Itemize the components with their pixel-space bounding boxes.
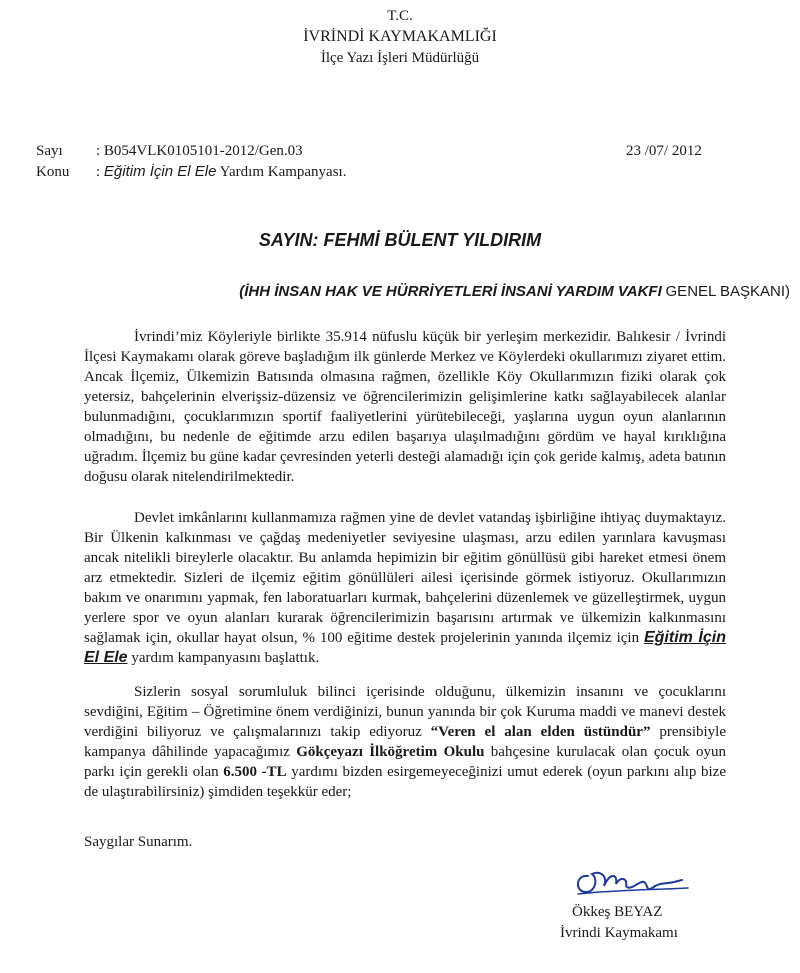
addressee-org-rest: GENEL BAŞKANI) <box>665 283 790 300</box>
motto-quote: “Veren el alan elden üstündür” <box>430 724 651 740</box>
subject-campaign: Eğitim İçin El Ele <box>103 163 217 180</box>
body-paragraph-1: İvrindi’miz Köyleriyle birlikte 35.914 nüfuslu küçük bir yerleşim merkezidir. Balıkesir / İvrindi İlçesi Kaymakamı olarak göreve başladığım ilk günlerde Merkez ve Köylerdeki okullarımızı ziyaret ettim. Ancak İlçemiz, Ülkemizin Batısında olmasına rağmen, özellikle Köy Okullarımızın fiziki olarak çok yetersiz, bahçelerinin elverişsiz-düzensiz ve öğrencilerimizin gelişimlerine katkı sağlayabilecek alanlar bulunmadığını, çocuklarımızın sportif faaliyetlerini yürütebileceği, yaşlarına uygun oyun alanlarının olmadığını, bu nedenle de eğitimde arzu edilen başarıya ulaşılmadığını gördüm ve hayal kırıklığına uğradım. İlçemiz bu güne kadar çevresinden yeterli desteği alamadığı için çok geride kalmış, adeta batının doğusu olarak nitelendirilmektedir. <box>84 329 726 485</box>
body-paragraph-3: Sizlerin sosyal sorumluluk bilinci içerisinde olduğunu, ülkemizin insanını ve çocuklarını sevdiğini, Eğitim – Öğretimine önem verdiğinizi, bunun yanında bir çok Kuruma maddi ve manevi destek verdiğini biliyoruz ve çalışmalarınızı takip ediyoruz “Veren el alan elden üstündür” prensibiyle kampanya dâhilinde yapacağımız Gökçeyazı İlköğretim Okulu bahçesine kurulacak olan çocuk oyun parkı için gerekli olan 6.500 -TL yardımı bizden esirgemeyeceğinizi umut ederek (oyun parkını alıp bize de ulaştırabilirsiniz) şimdiden teşekkür eder; <box>84 684 727 800</box>
reference-number: : B054VLK0105101-2012/Gen.03 <box>96 143 303 159</box>
closing-line: Saygılar Sunarım. <box>84 834 193 850</box>
campaign-name: Eğitim İçin El Ele <box>84 629 726 666</box>
school-name: Gökçeyazı İlköğretim Okulu <box>296 744 485 760</box>
signatory-name: Ökkeş BEYAZ <box>572 904 663 920</box>
letterhead-country: T.C. <box>387 8 413 24</box>
subject-sep: : <box>96 164 101 180</box>
letter-date: 23 /07/ 2012 <box>626 143 702 159</box>
addressee-org <box>70 283 790 301</box>
addressee-org-italic: (İHH İNSAN HAK VE HÜRRİYETLERİ İNSANİ YARDIM VAKFI <box>239 283 662 300</box>
salutation: SAYIN <box>258 230 313 250</box>
donation-amount: 6.500 -TL <box>223 764 287 780</box>
body-paragraph-2: Devlet imkânlarını kullanmamıza rağmen yine de devlet vatandaş işbirliğine ihtiyaç duymaktayız. Bir Ülkenin kalkınması ve çağdaş medeniyetler seviyesine ulaşması, arzu edilen yarınlara kavuşması ancak nitelikli bireylerle olacaktır. Bu anlamda hepimizin bir eğitim gönüllüsü gibi hareket etmesi önem arz etmektedir. Sizleri de ilçemiz eğitim gönüllüleri ailesi içerisinde görmek istiyoruz. Okullarımızın bakım ve onarımını yapmak, fen laboratuarları kurmak, bahçelerini düzenlemek ve güzelleştirmek, uygun yerlere spor ve oyun alanları kurarak öğrencilerimizin başarısını artırmak ve ülkemizin kalkınmasını sağlamak için, okullar hayat olsun, % 100 eğitime destek projelerinin yanında ilçemiz için Eğitim İçin El Ele yardım kampanyasını başlattık. <box>84 510 726 666</box>
subject-label: Konu <box>36 164 70 180</box>
signature-mark <box>570 862 700 902</box>
reference-label: Sayı <box>36 143 63 159</box>
subject-row <box>36 163 346 181</box>
addressee-line <box>0 230 800 251</box>
signatory-title: İvrindi Kaymakamı <box>560 925 678 941</box>
subject-text: Yardım Kampanyası. <box>219 164 347 180</box>
letterhead-authority: İVRİNDİ KAYMAKAMLIĞI <box>303 28 497 45</box>
letterhead-department: İlçe Yazı İşleri Müdürlüğü <box>320 50 480 66</box>
addressee-name: : FEHMİ BÜLENT YILDIRIM <box>312 230 542 250</box>
reference-number-row <box>36 143 303 160</box>
